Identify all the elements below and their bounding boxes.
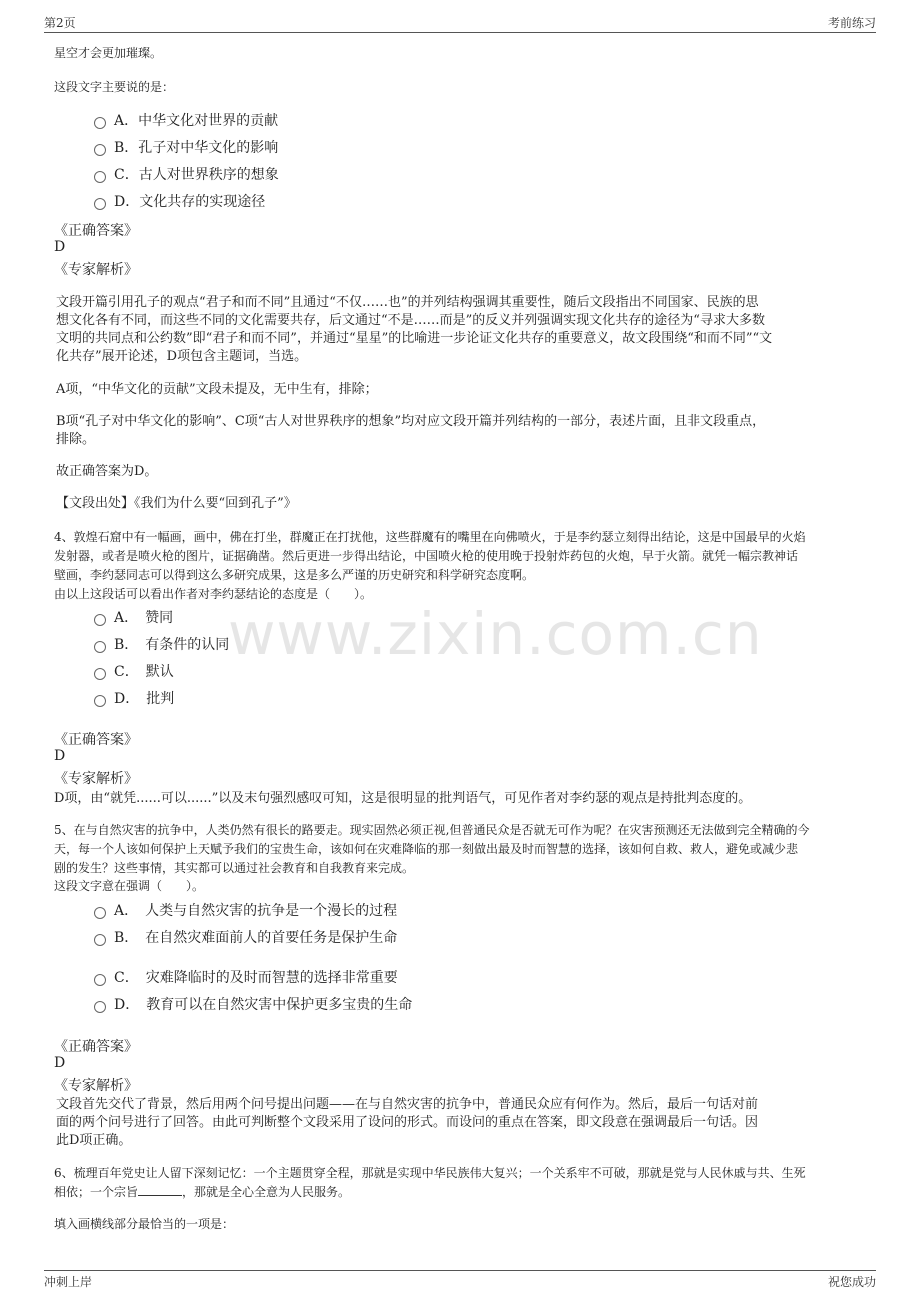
q3-option-bc-analysis: 排除。 [56,432,96,447]
q4-stem-line: 壁画，李约瑟同志可以得到这么多研究成果，这是多么严谨的历史研究和科学研究态度啊。 [54,568,535,582]
q4-stem-line: 4、敦煌石窟中有一幅画，画中，佛在打坐，群魔正在打扰他，这些群魔有的嘴里在向佛喷火，于是李约瑟立刻得出结论，这是中国最早的火焰 [54,530,806,544]
q4-analysis-label: 《专家解析》 [54,771,138,787]
q5-prompt: 这段文字意在强调（ ）。 [54,879,205,893]
radio-icon[interactable] [94,934,106,946]
q3-text-tail: 星空才会更加璀璨。 [54,46,163,60]
radio-icon[interactable] [94,171,106,183]
q3-option-c[interactable]: C．古人对世界秩序的想象 [94,164,279,184]
radio-icon[interactable] [94,641,106,653]
radio-icon[interactable] [94,198,106,210]
q6-prompt: 填入画横线部分最恰当的一项是： [54,1217,235,1231]
radio-icon[interactable] [94,695,106,707]
q5-stem-line: 剧的发生？这些事情，其实都可以通过社会教育和自我教育来完成。 [54,861,415,875]
q6-stem-line-2: 相依；一个宗旨 ，那就是全心全意为人民服务。 [54,1185,351,1199]
q3-answer-label: 《正确答案》 [54,223,138,239]
q3-prompt: 这段文字主要说的是： [54,80,175,94]
q3-option-bc-analysis: B项“孔子对中华文化的影响”、C项“古人对世界秩序的想象”均对应文段开篇并列结构的一部分，表述片面，且非文段重点， [56,414,766,429]
q4-option-a[interactable]: A． 赞同 [94,607,173,627]
q4-option-d[interactable]: D． 批判 [94,688,174,708]
watermark: www.zixin.com.cn [228,600,763,668]
q3-analysis-label: 《专家解析》 [54,262,138,278]
radio-icon[interactable] [94,614,106,626]
q5-stem-line: 5、在与自然灾害的抗争中，人类仍然有很长的路要走。现实固然必须正视,但普通民众是否就无可作为呢？在灾害预测还无法做到完全精确的今 [54,823,810,837]
radio-icon[interactable] [94,1001,106,1013]
q3-option-d[interactable]: D．文化共存的实现途径 [94,191,265,211]
q5-analysis-line: 文段首先交代了背景，然后用两个问号提出问题——在与自然灾害的抗争中，普通民众应有何作为。然后，最后一句话对前 [56,1097,759,1112]
header-title: 考前练习 [827,16,876,30]
q3-analysis-line: 文明的共同点和公约数”即“君子和而不同”，并通过“星星”的比喻进一步论证文化共存的重要意义，故文段围绕“和而不同”“文 [56,331,773,346]
q5-option-c[interactable]: C． 灾难降临时的及时而智慧的选择非常重要 [94,967,398,987]
q5-option-b[interactable]: B． 在自然灾难面前人的首要任务是保护生命 [94,927,397,947]
q5-analysis-line: 此D项正确。 [56,1133,132,1148]
page-footer [44,1270,876,1291]
footer-right: 祝您成功 [827,1275,876,1289]
q3-source: 【文段出处】《我们为什么要“回到孔子”》 [56,496,297,511]
q3-answer: D [54,239,66,255]
radio-icon[interactable] [94,907,106,919]
radio-icon[interactable] [94,974,106,986]
q4-stem-line: 发射器，或者是喷火枪的图片，证据确凿。然后更进一步得出结论，中国喷火枪的使用晚于投射炸药包的火炮，早于火箭。就凭一幅宗教神话 [54,549,799,563]
q5-analysis-line: 面的两个问号进行了回答。由此可判断整个文段采用了设问的形式。而设问的重点在答案，即文段意在强调最后一句话。因 [56,1115,759,1130]
q3-option-a[interactable]: A．中华文化对世界的贡献 [94,110,278,130]
q4-prompt: 由以上这段话可以看出作者对李约瑟结论的态度是（ ）。 [54,587,373,601]
footer-left: 冲刺上岸 [44,1275,93,1289]
q5-option-d[interactable]: D． 教育可以在自然灾害中保护更多宝贵的生命 [94,994,412,1014]
q5-analysis-label: 《专家解析》 [54,1078,138,1094]
q4-analysis: D项，由“就凭......可以......”以及末句强烈感叹可知，这是很明显的批判语气，可见作者对李约瑟的观点是持批判态度的。 [54,791,752,806]
q3-analysis-line: 文段开篇引用孔子的观点“君子和而不同”且通过“不仅……也”的并列结构强调其重要性，随后文段指出不同国家、民族的思 [56,295,759,310]
page-header [44,14,876,33]
q3-option-b[interactable]: B．孔子对中华文化的影响 [94,137,278,157]
q3-conclusion: 故正确答案为D。 [56,464,158,479]
q3-option-a-analysis: A项，“中华文化的贡献”文段未提及，无中生有，排除； [56,382,378,397]
q4-option-c[interactable]: C． 默认 [94,661,174,681]
q5-stem-line: 天，每一个人该如何保护上天赋予我们的宝贵生命，该如何在灾难降临的那一刻做出最及时而智慧的选择，该如何自救、救人，避免或减少悲 [54,842,799,856]
radio-icon[interactable] [94,117,106,129]
q5-answer: D [54,1055,66,1071]
radio-icon[interactable] [94,144,106,156]
q4-option-b[interactable]: B． 有条件的认同 [94,634,229,654]
page-number: 第2页 [44,16,76,30]
q3-analysis-line: 想文化各有不同，而这些不同的文化需要共存，后文通过“不是……而是”的反义并列强调实现文化共存的途径为“寻求大多数 [56,313,765,328]
fill-blank [138,1185,182,1196]
q4-answer-label: 《正确答案》 [54,732,138,748]
q5-answer-label: 《正确答案》 [54,1039,138,1055]
radio-icon[interactable] [94,668,106,680]
q4-answer: D [54,748,66,764]
q5-option-a[interactable]: A． 人类与自然灾害的抗争是一个漫长的过程 [94,900,397,920]
q3-analysis-line: 化共存”展开论述，D项包含主题词，当选。 [56,349,308,364]
q6-stem-line: 6、梳理百年党史让人留下深刻记忆：一个主题贯穿全程，那就是实现中华民族伟大复兴；一个关系牢不可破，那就是党与人民休戚与共、生死 [54,1166,806,1180]
